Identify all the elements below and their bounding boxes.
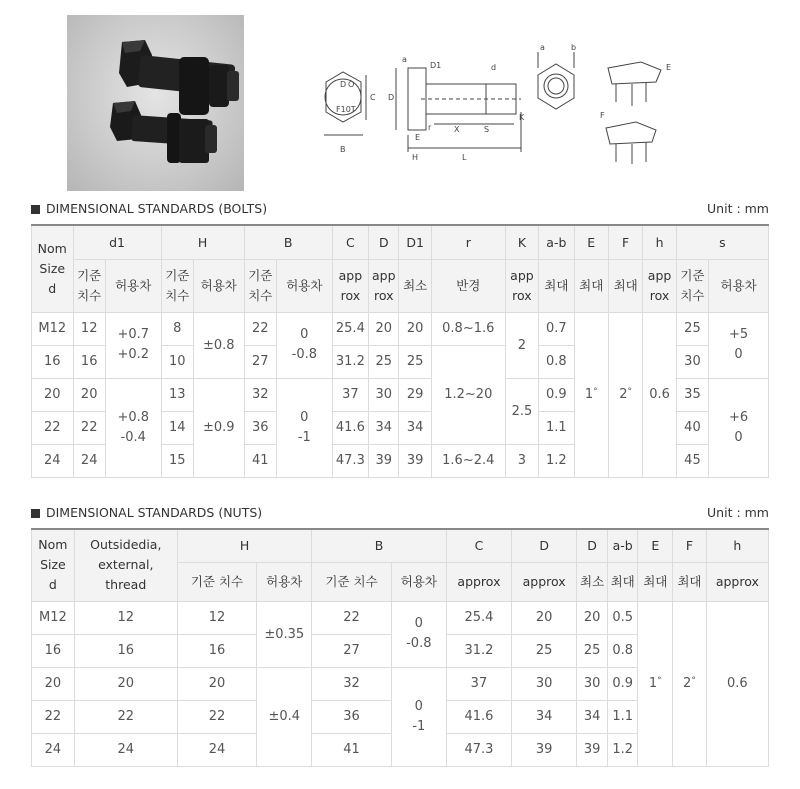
cell-H: 8 <box>161 312 193 345</box>
cell-H: 22 <box>177 700 257 733</box>
bolts-table <box>31 224 769 478</box>
header-F: F <box>608 225 642 259</box>
cell-outside-dia: 20 <box>74 667 177 700</box>
cell-h: 0.6 <box>643 312 676 477</box>
header-E: E <box>638 529 673 562</box>
cell-B: 22 <box>312 601 392 634</box>
header-ab: a-b <box>539 225 574 259</box>
header-outside-dia: Outsidedia, external, thread <box>74 529 177 601</box>
cell-size: M12 <box>32 601 75 634</box>
cell-D: 25 <box>369 345 399 378</box>
cell-H-tol: ±0.35 <box>257 601 312 667</box>
drawing-label: D <box>340 80 347 89</box>
cell-C: 37 <box>446 667 511 700</box>
nuts-table <box>31 528 769 767</box>
header-H: H <box>161 225 244 259</box>
cell-outside-dia: 22 <box>74 700 177 733</box>
square-bullet-icon <box>31 509 40 518</box>
header-C: C <box>332 225 368 259</box>
drawing-label: a <box>402 55 407 64</box>
cell-C: 25.4 <box>446 601 511 634</box>
cell-C: 37 <box>332 378 368 411</box>
header-d1-std: 기준 치수 <box>73 259 105 312</box>
drawing-label: S <box>484 125 490 134</box>
cell-B: 27 <box>244 345 276 378</box>
drawing-label: D <box>388 93 395 102</box>
cell-D: 39 <box>369 444 399 477</box>
cell-s-tol: +5 0 <box>709 312 769 378</box>
drawing-label: B <box>340 145 346 154</box>
cell-ab: 0.8 <box>539 345 574 378</box>
header-B: B <box>244 225 332 259</box>
header-B-std: 기준 치수 <box>244 259 276 312</box>
cell-size: M12 <box>32 312 74 345</box>
header-C-approx: app rox <box>332 259 368 312</box>
header-H: H <box>177 529 312 562</box>
header-D1: D1 <box>399 225 431 259</box>
cell-s: 30 <box>676 345 708 378</box>
cell-B: 41 <box>244 444 276 477</box>
cell-D1: 20 <box>399 312 431 345</box>
header-h: h <box>643 225 676 259</box>
nuts-section-header <box>31 505 769 523</box>
cell-D-min: 34 <box>577 700 608 733</box>
header-H-tol: 허용차 <box>257 562 312 601</box>
bolts-title: DIMENSIONAL STANDARDS (BOLTS) <box>46 201 268 216</box>
cell-d1-tol: +0.7 +0.2 <box>105 312 161 378</box>
cell-D: 34 <box>512 700 577 733</box>
cell-F: 2° <box>673 601 707 766</box>
cell-C: 41.6 <box>446 700 511 733</box>
header-ab-max: 최대 <box>539 259 574 312</box>
header-s-tol: 허용차 <box>709 259 769 312</box>
header-F-max: 최대 <box>673 562 707 601</box>
header-E-max: 최대 <box>638 562 673 601</box>
cell-K: 2.5 <box>505 378 538 444</box>
cell-r: 1.6~2.4 <box>431 444 505 477</box>
cell-D-min: 30 <box>577 667 608 700</box>
header-h-approx: app rox <box>643 259 676 312</box>
nuts-title: DIMENSIONAL STANDARDS (NUTS) <box>46 505 263 520</box>
header-D-min: D <box>577 529 608 562</box>
cell-D: 30 <box>369 378 399 411</box>
cell-outside-dia: 24 <box>74 733 177 766</box>
cell-B-tol: 0 -1 <box>276 378 332 477</box>
cell-D1: 34 <box>399 411 431 444</box>
header-d1-tol: 허용차 <box>105 259 161 312</box>
drawing-label: E <box>666 63 672 72</box>
cell-size: 16 <box>32 345 74 378</box>
cell-ab: 0.5 <box>607 601 638 634</box>
nuts-header-row-1 <box>32 529 769 562</box>
cell-outside-dia: 12 <box>74 601 177 634</box>
header-nom-size: Nom Size d <box>32 225 74 312</box>
header-H-tol: 허용차 <box>193 259 244 312</box>
cell-D1: 39 <box>399 444 431 477</box>
header-ab-max: 최대 <box>607 562 638 601</box>
cell-K: 3 <box>505 444 538 477</box>
drawing-label: H <box>412 153 419 162</box>
cell-K: 2 <box>505 312 538 378</box>
drawing-label: K <box>519 113 525 122</box>
header-H-std: 기준 치수 <box>161 259 193 312</box>
cell-B-tol: 0 -1 <box>391 667 446 766</box>
cell-B: 41 <box>312 733 392 766</box>
header-s: s <box>676 225 768 259</box>
drawing-label: L <box>462 153 467 162</box>
technical-drawings <box>316 40 696 165</box>
cell-H: 10 <box>161 345 193 378</box>
header-C: C <box>446 529 511 562</box>
cell-size: 20 <box>32 667 75 700</box>
header-E-max: 최대 <box>574 259 608 312</box>
cell-D: 25 <box>512 634 577 667</box>
cell-F: 2° <box>608 312 642 477</box>
cell-H: 12 <box>177 601 257 634</box>
header-nom-size: Nom Size d <box>32 529 75 601</box>
header-D-approx: approx <box>512 562 577 601</box>
header-K: K <box>505 225 538 259</box>
cell-D-min: 39 <box>577 733 608 766</box>
cell-s: 25 <box>676 312 708 345</box>
header-B-tol: 허용차 <box>276 259 332 312</box>
drawing-label: F <box>600 111 605 120</box>
cell-ab: 0.8 <box>607 634 638 667</box>
cell-ab: 0.9 <box>539 378 574 411</box>
cell-size: 22 <box>32 411 74 444</box>
cell-B: 32 <box>312 667 392 700</box>
cell-H: 16 <box>177 634 257 667</box>
cell-size: 24 <box>32 444 74 477</box>
cell-d1: 12 <box>73 312 105 345</box>
bolts-header-row-2 <box>32 259 769 312</box>
cell-H-tol: ±0.4 <box>257 667 312 766</box>
cell-D: 20 <box>512 601 577 634</box>
cell-size: 20 <box>32 378 74 411</box>
nuts-unit: Unit : mm <box>707 505 769 520</box>
cell-s: 45 <box>676 444 708 477</box>
cell-ab: 0.9 <box>607 667 638 700</box>
cell-H: 20 <box>177 667 257 700</box>
header-B: B <box>312 529 447 562</box>
cell-size: 24 <box>32 733 75 766</box>
drawing-label: r <box>428 123 432 132</box>
header-F: F <box>673 529 707 562</box>
header-D-min-label: 최소 <box>577 562 608 601</box>
cell-C: 47.3 <box>446 733 511 766</box>
cell-H: 14 <box>161 411 193 444</box>
cell-D: 30 <box>512 667 577 700</box>
drawing-label: E <box>415 133 421 142</box>
header-ab: a-b <box>607 529 638 562</box>
cell-ab: 1.1 <box>607 700 638 733</box>
cell-size: 16 <box>32 634 75 667</box>
cell-E: 1° <box>638 601 673 766</box>
header-E: E <box>574 225 608 259</box>
cell-D-min: 25 <box>577 634 608 667</box>
cell-D: 34 <box>369 411 399 444</box>
cell-h: 0.6 <box>706 601 768 766</box>
product-photo <box>67 15 244 191</box>
header-D: D <box>369 225 399 259</box>
cell-ab: 1.2 <box>607 733 638 766</box>
cell-s: 40 <box>676 411 708 444</box>
cell-d1: 16 <box>73 345 105 378</box>
cell-D1: 25 <box>399 345 431 378</box>
table-row <box>32 601 769 634</box>
cell-s-tol: +6 0 <box>709 378 769 477</box>
cell-C: 41.6 <box>332 411 368 444</box>
header-h: h <box>706 529 768 562</box>
drawing-label: b <box>571 43 577 52</box>
table-row <box>32 312 769 345</box>
drawing-label: X <box>454 125 460 134</box>
cell-B: 36 <box>312 700 392 733</box>
bolts-section-header <box>31 201 769 219</box>
drawing-label: F10T <box>336 105 356 114</box>
cell-B-tol: 0 -0.8 <box>276 312 332 378</box>
cell-H-tol: ±0.9 <box>193 378 244 477</box>
cell-d1: 20 <box>73 378 105 411</box>
cell-H-tol: ±0.8 <box>193 312 244 378</box>
cell-C: 25.4 <box>332 312 368 345</box>
cell-s: 35 <box>676 378 708 411</box>
cell-d1: 24 <box>73 444 105 477</box>
cell-D: 39 <box>512 733 577 766</box>
header-K-approx: app rox <box>505 259 538 312</box>
header-D-approx: app rox <box>369 259 399 312</box>
cell-d1: 22 <box>73 411 105 444</box>
header-h-approx: approx <box>706 562 768 601</box>
header-F-max: 최대 <box>608 259 642 312</box>
cell-B: 27 <box>312 634 392 667</box>
cell-size: 22 <box>32 700 75 733</box>
cell-r: 1.2~20 <box>431 345 505 444</box>
cell-B: 22 <box>244 312 276 345</box>
cell-H: 24 <box>177 733 257 766</box>
cell-H: 13 <box>161 378 193 411</box>
header-C-approx: approx <box>446 562 511 601</box>
cell-D: 20 <box>369 312 399 345</box>
cell-C: 31.2 <box>332 345 368 378</box>
cell-B-tol: 0 -0.8 <box>391 601 446 667</box>
drawing-label: d <box>491 63 497 72</box>
bolts-header-row-1 <box>32 225 769 259</box>
drawing-label: a <box>540 43 545 52</box>
cell-d1-tol: +0.8 -0.4 <box>105 378 161 477</box>
cell-ab: 1.1 <box>539 411 574 444</box>
cell-C: 31.2 <box>446 634 511 667</box>
drawing-label: C <box>370 93 376 102</box>
cell-outside-dia: 16 <box>74 634 177 667</box>
cell-C: 47.3 <box>332 444 368 477</box>
cell-H: 15 <box>161 444 193 477</box>
drawing-label: O <box>348 80 355 89</box>
header-r: r <box>431 225 505 259</box>
bolts-unit: Unit : mm <box>707 201 769 216</box>
square-bullet-icon <box>31 205 40 214</box>
cell-D-min: 20 <box>577 601 608 634</box>
header-r-radius: 반경 <box>431 259 505 312</box>
header-D: D <box>512 529 577 562</box>
header-H-std: 기준 치수 <box>177 562 257 601</box>
header-B-std: 기준 치수 <box>312 562 392 601</box>
header-D1-min: 최소 <box>399 259 431 312</box>
header-d1: d1 <box>73 225 161 259</box>
cell-E: 1° <box>574 312 608 477</box>
cell-r: 0.8~1.6 <box>431 312 505 345</box>
header-s-std: 기준 치수 <box>676 259 708 312</box>
cell-B: 36 <box>244 411 276 444</box>
cell-B: 32 <box>244 378 276 411</box>
drawing-label: D1 <box>430 61 442 70</box>
cell-ab: 1.2 <box>539 444 574 477</box>
cell-ab: 0.7 <box>539 312 574 345</box>
header-B-tol: 허용차 <box>391 562 446 601</box>
cell-D1: 29 <box>399 378 431 411</box>
